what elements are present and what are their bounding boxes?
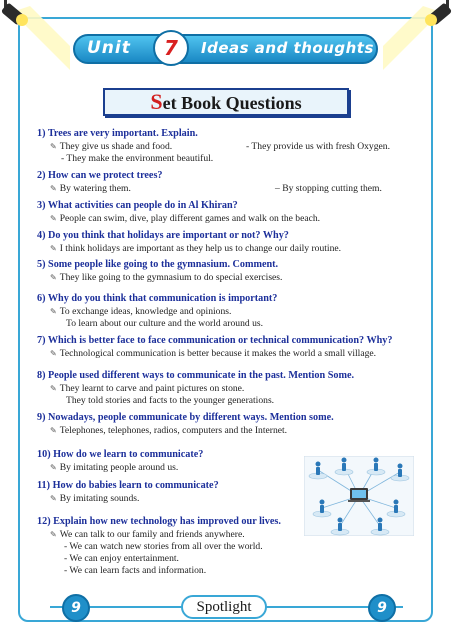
question-7: 7) Which is better face to face communication or technical communication? Why? <box>37 335 393 346</box>
answer-line: ✎ To exchange ideas, knowledge and opinions. <box>50 306 232 317</box>
question-12: 12) Explain how new technology has improved our lives. <box>37 516 281 527</box>
page-number-left: 9 <box>62 594 90 622</box>
section-title <box>103 88 349 116</box>
spotlight-logo: Spotlight <box>181 595 267 619</box>
answer-line: ✎ We can talk to our family and friends anywhere. <box>50 529 245 540</box>
question-1: 1) Trees are very important. Explain. <box>37 128 198 139</box>
section-title-initial: S <box>150 89 163 114</box>
pencil-icon: ✎ <box>50 307 57 316</box>
question-8: 8) People used different ways to communicate in the past. Mention Some. <box>37 370 355 381</box>
pencil-icon: ✎ <box>50 349 57 358</box>
question-11: 11) How do babies learn to communicate? <box>37 480 219 491</box>
unit-title: Ideas and thoughts <box>201 39 374 57</box>
question-10: 10) How do we learn to communicate? <box>37 449 204 460</box>
pencil-icon: ✎ <box>50 273 57 282</box>
answer-line: ✎ They learnt to carve and paint pictures on stone. <box>50 383 245 394</box>
pencil-icon: ✎ <box>50 214 57 223</box>
page-number-right: 9 <box>368 594 396 622</box>
answer-line: ✎ By imitating sounds. <box>50 493 140 504</box>
pencil-icon: ✎ <box>50 426 57 435</box>
answer-line: ✎ They like going to the gymnasium to do special exercises. <box>50 272 283 283</box>
answer-line: - They provide us with fresh Oxygen. <box>246 141 390 152</box>
answer-line: ✎ They give us shade and food. <box>50 141 173 152</box>
unit-label: Unit <box>87 38 131 58</box>
pencil-icon: ✎ <box>50 530 57 539</box>
answer-line: ✎ Telephones, telephones, radios, computers and the Internet. <box>50 425 288 436</box>
answer-line: – By stopping cutting them. <box>275 183 382 194</box>
unit-banner <box>73 34 378 64</box>
pencil-icon: ✎ <box>50 184 57 193</box>
spotlight-lamp-right-icon <box>383 0 453 70</box>
section-title-rest: et Book Questions <box>162 93 302 113</box>
answer-line: They told stories and facts to the younger generations. <box>66 395 275 406</box>
pencil-icon: ✎ <box>50 463 57 472</box>
answer-line: - We can learn facts and information. <box>64 565 207 576</box>
network-people-illustration <box>304 456 414 536</box>
question-4: 4) Do you think that holidays are important or not? Why? <box>37 230 289 241</box>
question-3: 3) What activities can people do in Al Khiran? <box>37 200 238 211</box>
answer-line: - We can watch new stories from all over the world. <box>64 541 263 552</box>
answer-line: To learn about our culture and the world around us. <box>66 318 264 329</box>
answer-line: ✎ By imitating people around us. <box>50 462 179 473</box>
answer-line: - We can enjoy entertainment. <box>64 553 179 564</box>
pencil-icon: ✎ <box>50 384 57 393</box>
spotlight-lamp-left-icon <box>0 0 70 70</box>
unit-number-badge <box>153 30 189 66</box>
answer-line: ✎ Technological communication is better because it makes the world a small village. <box>50 348 377 359</box>
pencil-icon: ✎ <box>50 142 57 151</box>
pencil-icon: ✎ <box>50 494 57 503</box>
answer-line: ✎ People can swim, dive, play different games and walk on the beach. <box>50 213 321 224</box>
answer-line: ✎ By watering them. <box>50 183 131 194</box>
question-2: 2) How can we protect trees? <box>37 170 163 181</box>
question-9: 9) Nowadays, people communicate by different ways. Mention some. <box>37 412 334 423</box>
pencil-icon: ✎ <box>50 244 57 253</box>
answer-line: ✎ I think holidays are important as they help us to change our daily routine. <box>50 243 342 254</box>
question-6: 6) Why do you think that communication is important? <box>37 293 278 304</box>
unit-number: 7 <box>164 36 178 60</box>
answer-line: - They make the environment beautiful. <box>61 153 214 164</box>
question-5: 5) Some people like going to the gymnasium. Comment. <box>37 259 279 270</box>
